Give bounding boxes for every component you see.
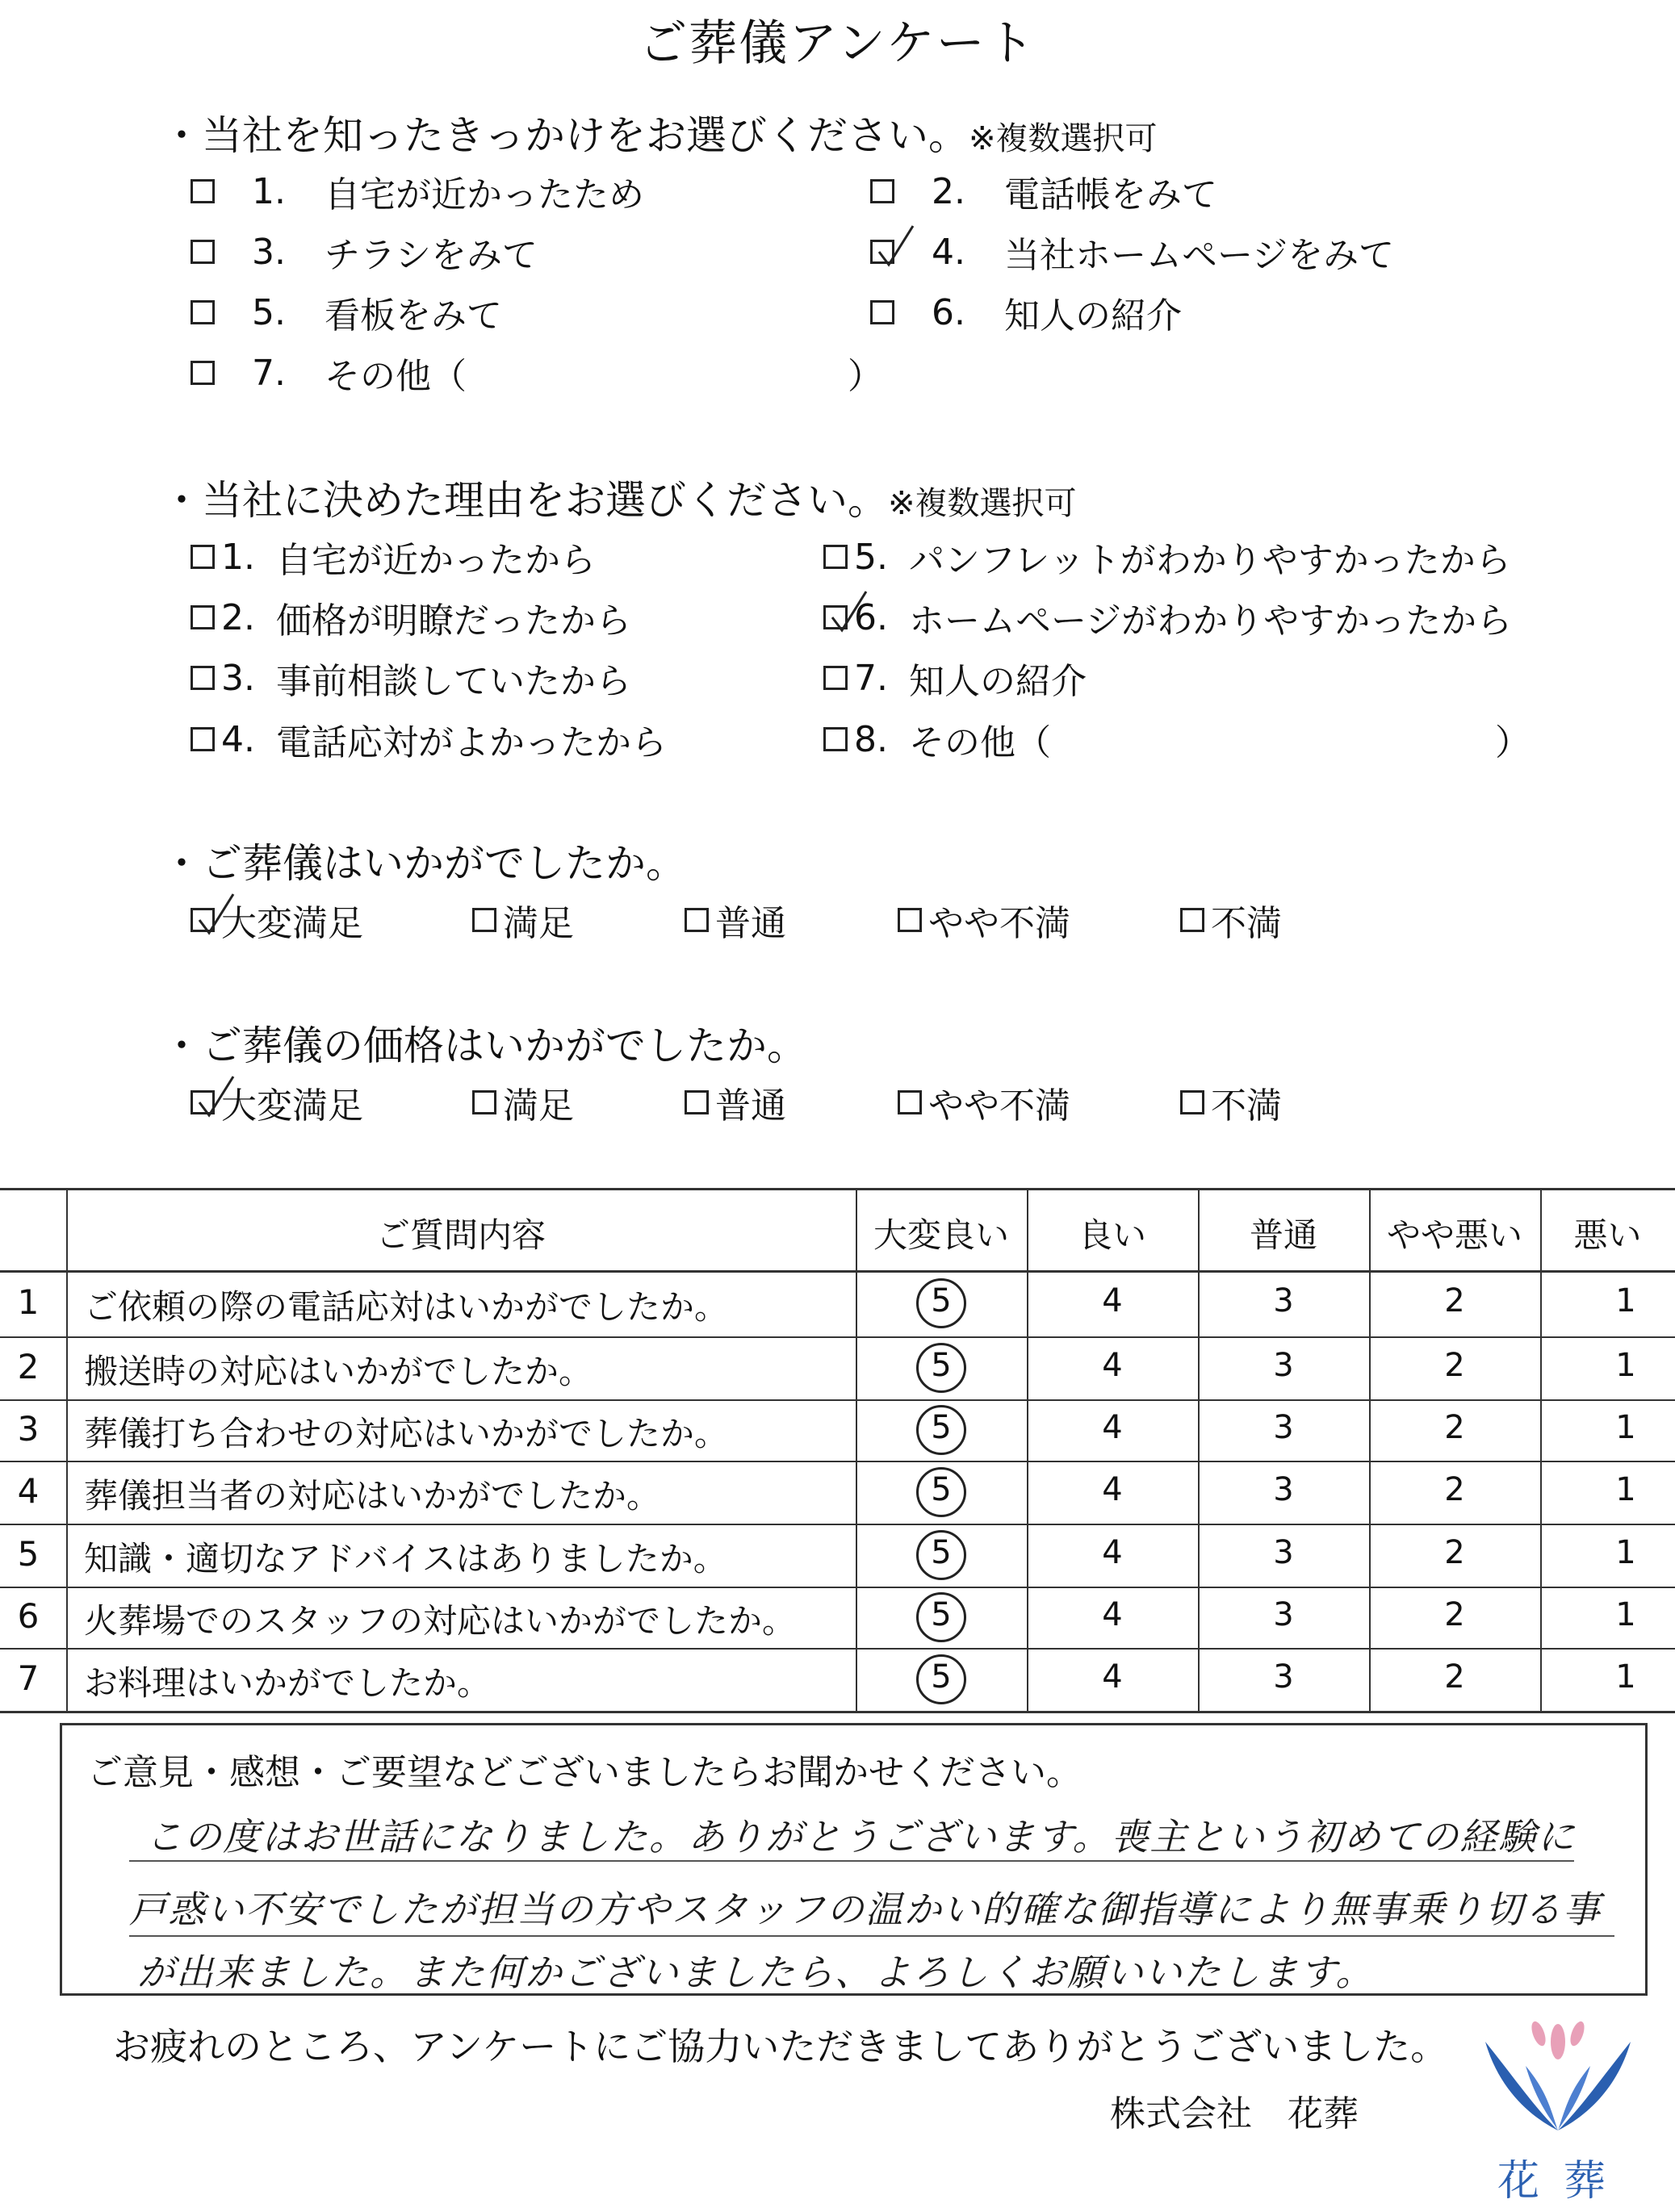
- option-label: ホームページがわかりやすかったから: [909, 600, 1513, 642]
- logo-text: 花葬: [1497, 2157, 1631, 2206]
- option-label: 事前相談していたから: [276, 661, 631, 702]
- checkbox[interactable]: [1180, 908, 1204, 932]
- checkbox[interactable]: [191, 908, 215, 932]
- option-q2-options-1[interactable]: [191, 592, 631, 643]
- table-rule: [0, 1461, 1675, 1462]
- rating-value[interactable]: 4: [1102, 1658, 1123, 1696]
- rating-value[interactable]: 1: [1615, 1534, 1636, 1571]
- checkbox[interactable]: [1180, 1090, 1204, 1114]
- q1-other-close: ）: [848, 356, 883, 397]
- option-q2-options-4[interactable]: [823, 531, 1511, 583]
- option-q2-options-2[interactable]: [191, 652, 631, 704]
- table-rule: [0, 1587, 1675, 1588]
- q2-note: ※複数選択可: [888, 485, 1077, 522]
- option-q2-options-3[interactable]: [191, 713, 667, 765]
- checkbox[interactable]: [191, 605, 215, 629]
- rating-value[interactable]: 3: [1273, 1658, 1294, 1696]
- option-label: 満足: [503, 903, 574, 944]
- checkbox[interactable]: [191, 1090, 215, 1114]
- option-number: 5.: [252, 291, 286, 333]
- rating-value[interactable]: 5: [931, 1282, 952, 1319]
- checkbox[interactable]: [870, 179, 894, 203]
- rating-value[interactable]: 2: [1444, 1471, 1465, 1508]
- checkbox[interactable]: [685, 908, 709, 932]
- option-q4-options-4[interactable]: [1180, 1077, 1282, 1128]
- table-rule: [0, 1270, 1675, 1273]
- option-label: パンフレットがわかりやすかったから: [909, 540, 1511, 581]
- row-question: ご依頼の際の電話応対はいかがでしたか。: [84, 1287, 729, 1327]
- rating-value[interactable]: 2: [1444, 1409, 1465, 1446]
- rating-value[interactable]: 3: [1273, 1534, 1294, 1571]
- option-q3-options-0[interactable]: [191, 894, 363, 946]
- option-q4-options-1[interactable]: [472, 1077, 574, 1128]
- row-question: 搬送時の対応はいかがでしたか。: [84, 1352, 593, 1391]
- checkbox[interactable]: [472, 908, 496, 932]
- option-label: 大変満足: [221, 903, 363, 944]
- table-rule: [0, 1336, 1675, 1338]
- table-rule: [0, 1399, 1675, 1401]
- rating-value[interactable]: 5: [931, 1534, 952, 1571]
- rating-value[interactable]: 5: [931, 1658, 952, 1696]
- table-header-cell: 悪い: [1573, 1215, 1642, 1255]
- comment-line-2: 戸惑い不安でしたが担当の方やスタッフの温かい的確な御指導により無事乗り切る事: [129, 1888, 1602, 1931]
- option-label: 価格が明瞭だったから: [276, 600, 631, 642]
- q2-title-text: ・当社に決めた理由をお選びください。: [161, 477, 888, 524]
- checkbox[interactable]: [898, 1090, 922, 1114]
- option-label: その他（: [325, 356, 467, 397]
- option-q4-options-0[interactable]: [191, 1077, 363, 1128]
- rating-value[interactable]: 3: [1273, 1596, 1294, 1633]
- footer-thanks: お疲れのところ、アンケートにご協力いただきましてありがとうございました。: [113, 2025, 1448, 2068]
- rating-value[interactable]: 3: [1273, 1471, 1294, 1508]
- check-mark-icon: [198, 893, 235, 938]
- q4-title: ・ご葬儀の価格はいかがでしたか。: [161, 1022, 807, 1069]
- rating-value[interactable]: 5: [931, 1347, 952, 1384]
- rating-value[interactable]: 2: [1444, 1596, 1465, 1633]
- option-label: 自宅が近かったから: [276, 540, 596, 581]
- option-number: 2.: [221, 596, 255, 638]
- table-rule: [0, 1188, 1675, 1190]
- rating-value[interactable]: 4: [1102, 1282, 1123, 1319]
- option-label: その他（: [909, 722, 1051, 763]
- checkbox[interactable]: [191, 727, 215, 751]
- option-label: 電話帳をみて: [1004, 174, 1217, 215]
- checkbox[interactable]: [191, 240, 215, 264]
- table-header-cell: やや悪い: [1386, 1215, 1522, 1255]
- table-header-cell: 普通: [1249, 1215, 1317, 1255]
- check-mark-icon: [831, 590, 868, 635]
- option-label: やや不満: [928, 1085, 1070, 1127]
- row-number: 2: [17, 1347, 40, 1386]
- option-q2-options-0[interactable]: [191, 531, 596, 583]
- checkbox[interactable]: [823, 666, 848, 690]
- rating-value[interactable]: 4: [1102, 1409, 1123, 1446]
- option-q2-options-7[interactable]: [823, 713, 1051, 765]
- rating-value[interactable]: 4: [1102, 1596, 1123, 1633]
- checkbox[interactable]: [191, 361, 215, 385]
- rating-value[interactable]: 4: [1102, 1471, 1123, 1508]
- option-q3-options-3[interactable]: [898, 894, 1070, 946]
- table-rule: [0, 1711, 1675, 1713]
- checkbox[interactable]: [870, 300, 894, 324]
- option-q1-options-0[interactable]: [191, 165, 644, 217]
- hanasou-logo-icon: [1469, 2009, 1647, 2147]
- checkbox[interactable]: [898, 908, 922, 932]
- option-number: 6.: [932, 291, 965, 333]
- rating-value[interactable]: 1: [1615, 1471, 1636, 1508]
- rating-value[interactable]: 3: [1273, 1282, 1294, 1319]
- option-number: 1.: [252, 170, 286, 212]
- row-number: 5: [17, 1534, 40, 1574]
- option-q1-options-2[interactable]: [191, 226, 538, 278]
- comments-label: ご意見・感想・ご要望などございましたらお聞かせください。: [87, 1752, 1082, 1793]
- option-q2-options-6[interactable]: [823, 652, 1087, 704]
- option-label: 電話応対がよかったから: [276, 722, 667, 763]
- row-number: 6: [17, 1596, 40, 1636]
- option-label: 看板をみて: [325, 295, 502, 337]
- option-q1-options-5[interactable]: [870, 286, 1182, 338]
- q3-title: ・ご葬儀はいかがでしたか。: [161, 840, 686, 887]
- option-number: 1.: [221, 536, 255, 578]
- option-q1-options-3[interactable]: [870, 226, 1394, 278]
- rating-value[interactable]: 5: [931, 1409, 952, 1446]
- option-q1-options-6[interactable]: [191, 347, 467, 399]
- checkbox[interactable]: [823, 605, 848, 629]
- option-label: 当社ホームページをみて: [1004, 235, 1395, 276]
- option-number: 4.: [221, 718, 255, 760]
- option-number: 6.: [854, 596, 888, 638]
- rating-value[interactable]: 3: [1273, 1347, 1294, 1384]
- table-header-cell: 大変良い: [873, 1215, 1009, 1255]
- q1-title: [161, 103, 1158, 161]
- row-question: お料理はいかがでしたか。: [84, 1663, 492, 1703]
- checkbox[interactable]: [191, 300, 215, 324]
- check-mark-icon: [877, 224, 915, 270]
- rating-value[interactable]: 4: [1102, 1347, 1123, 1384]
- company-name: 株式会社 花葬: [1110, 2093, 1359, 2135]
- rating-value[interactable]: 2: [1444, 1658, 1465, 1696]
- option-number: 5.: [854, 536, 888, 578]
- row-number: 3: [17, 1409, 40, 1449]
- row-question: 葬儀担当者の対応はいかがでしたか。: [84, 1476, 661, 1516]
- rating-value[interactable]: 2: [1444, 1534, 1465, 1571]
- checkbox[interactable]: [870, 240, 894, 264]
- q2-other-close: ）: [1495, 722, 1531, 763]
- form-title: ご葬儀アンケート: [639, 15, 1036, 72]
- q2-title: [161, 468, 1077, 526]
- option-q4-options-3[interactable]: [898, 1077, 1070, 1128]
- table-header-cell: 良い: [1078, 1215, 1146, 1255]
- option-label: やや不満: [928, 903, 1070, 944]
- table-rule: [66, 1188, 68, 1711]
- rating-value[interactable]: 4: [1102, 1534, 1123, 1571]
- table-rule: [0, 1648, 1675, 1650]
- rating-value[interactable]: 1: [1615, 1282, 1636, 1319]
- check-mark-icon: [198, 1075, 235, 1120]
- checkbox[interactable]: [191, 545, 215, 569]
- checkbox[interactable]: [191, 666, 215, 690]
- row-number: 7: [17, 1658, 40, 1698]
- option-label: 不満: [1211, 1085, 1282, 1127]
- rating-value[interactable]: 2: [1444, 1347, 1465, 1384]
- option-number: 3.: [252, 231, 286, 273]
- option-label: 知人の紹介: [909, 661, 1087, 702]
- checkbox[interactable]: [472, 1090, 496, 1114]
- rating-value[interactable]: 1: [1615, 1596, 1636, 1633]
- option-label: 自宅が近かったため: [325, 174, 644, 215]
- row-number: 4: [17, 1471, 40, 1511]
- rating-value[interactable]: 2: [1444, 1282, 1465, 1319]
- option-label: 不満: [1211, 903, 1282, 944]
- checkbox[interactable]: [823, 545, 848, 569]
- option-number: 8.: [854, 718, 888, 760]
- option-number: 7.: [252, 352, 286, 394]
- option-label: 満足: [503, 1085, 574, 1127]
- option-label: 普通: [715, 1085, 786, 1127]
- option-q3-options-1[interactable]: [472, 894, 574, 946]
- option-number: 2.: [932, 170, 965, 212]
- option-label: 普通: [715, 903, 786, 944]
- row-question: 知識・適切なアドバイスはありましたか。: [84, 1539, 727, 1579]
- checkbox[interactable]: [191, 179, 215, 203]
- checkbox[interactable]: [823, 727, 848, 751]
- rating-value[interactable]: 5: [931, 1471, 952, 1508]
- option-q3-options-4[interactable]: [1180, 894, 1282, 946]
- option-label: 大変満足: [221, 1085, 363, 1127]
- option-label: 知人の紹介: [1004, 295, 1182, 337]
- q1-note: ※複数選択可: [969, 120, 1158, 157]
- rating-value[interactable]: 1: [1615, 1409, 1636, 1446]
- row-number: 1: [17, 1282, 40, 1322]
- option-label: チラシをみて: [325, 235, 538, 276]
- option-q1-options-1[interactable]: [870, 165, 1217, 217]
- option-number: 3.: [221, 657, 255, 699]
- rating-value[interactable]: 3: [1273, 1409, 1294, 1446]
- q1-title-text: ・当社を知ったきっかけをお選びください。: [161, 112, 969, 159]
- option-q1-options-4[interactable]: [191, 286, 502, 338]
- option-q4-options-2[interactable]: [685, 1077, 786, 1128]
- rating-value[interactable]: 1: [1615, 1347, 1636, 1384]
- option-number: 4.: [932, 231, 965, 273]
- checkbox[interactable]: [685, 1090, 709, 1114]
- option-q3-options-2[interactable]: [685, 894, 786, 946]
- comment-underline-2: [129, 1935, 1614, 1937]
- rating-value[interactable]: 1: [1615, 1658, 1636, 1696]
- rating-value[interactable]: 5: [931, 1596, 952, 1633]
- row-question: 葬儀打ち合わせの対応はいかがでしたか。: [84, 1414, 729, 1453]
- table-header-cell: ご質問内容: [375, 1215, 546, 1255]
- table-rule: [0, 1524, 1675, 1525]
- comment-line-3: が出来ました。また何かございましたら、よろしくお願いいたします。: [137, 1951, 1375, 1994]
- comment-line-1: この度はお世話になりました。ありがとうございます。喪主という初めての経験に: [145, 1815, 1577, 1859]
- option-number: 7.: [854, 657, 888, 699]
- row-question: 火葬場でのスタッフの対応はいかがでしたか。: [84, 1601, 797, 1641]
- option-q2-options-5[interactable]: [823, 592, 1512, 643]
